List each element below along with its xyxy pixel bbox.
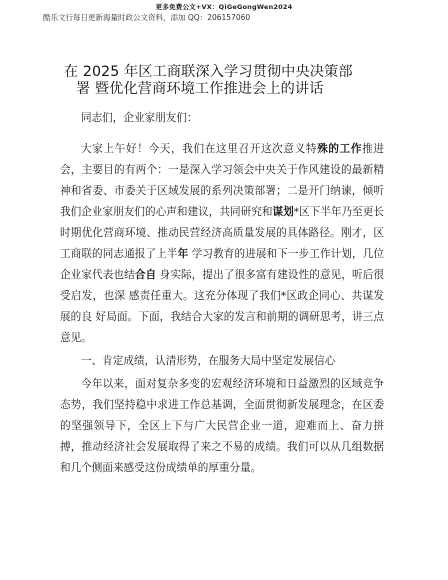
promo-line: 酷乐文行每日更新海量时政公文资料，添加 QQ：206157060 — [43, 13, 251, 22]
p1-emphasis-1: 殊的工作 — [317, 143, 363, 155]
p1-part-i: 身实际，提出了很多富有建设性的意见，听后很受启发，也深 感责任重大。这充分体现了我们*区政企同心、共谋发展的良 好局面。下面，我结合大家的发言和前期的调研思考，讲三点 意见。 — [60, 269, 384, 344]
paragraph-1 — [60, 139, 384, 349]
document-title — [64, 64, 394, 98]
p1-emphasis-3: 年 — [177, 248, 189, 260]
p1-emphasis-4: 合自 — [134, 269, 157, 281]
title-line-1: 在 2025 年区工商联深入学习贯彻中央决策部 — [64, 64, 353, 80]
top-banner: 更多免费公文+VX：QiGeGongWen2024 — [155, 3, 293, 11]
paragraph-2: 今年以来，面对复杂多变的宏观经济环境和日益激烈的区域竞争态势，我们坚持稳中求进工作总基调，全面贯彻新发展理念，在区委的坚强领导下，全区上下与广大民营企业一道，迎难而上、奋力拼搏，推动经济社会发展取得了来之不易的成绩。我们可以从几组数据和几个侧面来感受这份成绩单的厚重分量。 — [60, 378, 384, 474]
p1-part-g: 学习教育的进展和下一步工作计划，几位企业家代表也结 — [60, 248, 384, 281]
document-body — [60, 108, 384, 479]
p1-part-c: 推进会，主要目的有两个：一是深入学习领会中央关于作风建设的最新精神和省委、市委关于区域发展的系列决策部署；二是开门纳谏，倾听我们企业家朋友们的心声和建议，共同研究和 — [60, 143, 385, 218]
salutation: 同志们，企业家朋友们： — [81, 112, 198, 124]
title-line-2: 署 暨优化营商环境工作推进会上的讲话 — [76, 81, 324, 97]
p1-part-e: *区下半年乃至更长时期优化营商环境、推动民营经济高质量发展的具体路径。刚才，区工商联的同志通报了上半 — [60, 206, 385, 260]
p1-part-a: 大家上午好！今天，我们在这里召开这次意义特 — [81, 143, 318, 155]
p1-emphasis-2: 谋划 — [272, 206, 294, 218]
section-heading-1: 一、肯定成绩，认清形势，在服务大局中坚定发展信心 — [81, 355, 336, 367]
